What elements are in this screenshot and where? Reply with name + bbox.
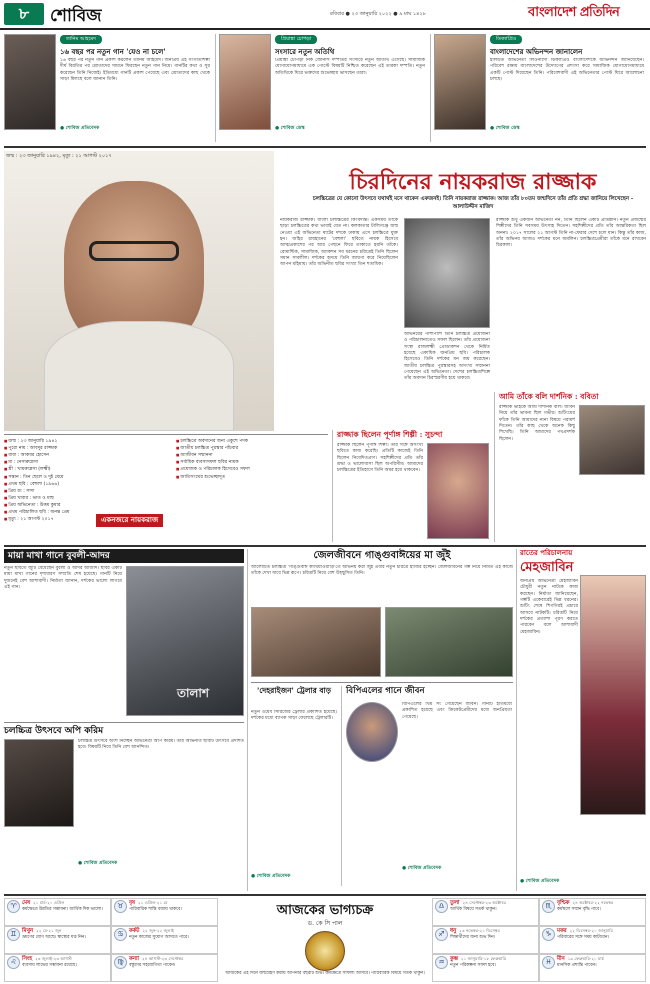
main-dek: চলচ্চিত্রের যে কোনো উৎসবে যথার্থই মনে থাকেন একজনই। তিনি নায়করাজ রাজ্জাক। আজ তাঁর ৮০তম জন্মদিনে তাঁর প্রতি শ্রদ্ধা জানিয়ে লিখেছেন - আলাউদ্দীন মাজিদ [312,196,634,210]
story-credit: ● শোবিজ প্রতিবেদক [251,874,291,879]
main-column-1: নায়করাজ রাজ্জাক। বাংলা চলচ্চিত্রের কিংবদন্তি। একসময় তাঁকে ছাড়া চলচ্চিত্রের কথা ভাবাই যেত না। কলকাতার টালিগঞ্জে জন্ম নেওয়া এই অভিনেতা ষাটের দশকে ঢাকায় এসে চলচ্চিত্রে যুক্ত হন। জহির রায়হানের 'বেহুলা' ছবিতে নায়ক হিসেবে আত্মপ্রকাশের পর আর পেছনে ফিরে তাকাতে হয়নি তাঁকে। রোমান্টিক, সামাজিক, অ্যাকশন সব ধরনের চরিত্রেই তিনি ছিলেন সমান সাবলীল। দর্শকের হৃদয়ে তিনি জায়গা করে নিয়েছিলেন আপন মহিমায়। তাঁর অভিনীত ছবির সংখ্যা তিন শতাধিক। [280,218,398,268]
zodiac-sign-icon: ♈ [7,900,20,913]
story-credit: ● শোবিজ প্রতিবেদক [60,126,100,131]
fact-item: ■ প্রিয় অভিনেতা : উত্তম কুমার [4,502,124,509]
fact-item: ■ বাবা : আকবর হোসেন [4,452,124,459]
story-body: নতুন ছবিতে জুটি বেঁধেছেন বুবলী ও আদর আজাদ। ছবির একটি মায়া মাখা গানের দৃশ্যধারণ সম্প্রতি শেষ হয়েছে। গানটি নিয়ে দুজনেই বেশ আশাবাদী। নির্মাতা জানান, দর্শকের ভালো লাগবে এই গান। [4,566,122,590]
story-title: জেলজীবনে গাঙ্গুবাঈয়ের মা জুঁই [313,550,451,561]
zodiac-wheel-icon [305,931,345,971]
zodiac-sign-name: মেষ [22,900,31,906]
zodiac-sign-name: কর্কট [129,928,140,934]
tribute-body: রাজ্জাক ভাইকে আমি দার্শনিক বলি। জীবন নিয়ে তাঁর ভাবনা ছিল গভীর। শুটিংয়ের ফাঁকে তিনি আমাদের নানা বিষয়ে পরামর্শ দিতেন। তাঁর কাছ থেকে অনেক কিছু শিখেছি। তিনি আমাদের পথপ্রদর্শক ছিলেন। [499,405,575,442]
jui-photo-2 [385,607,513,677]
fact-item: ■ সর্বাধিক ব্যবসাসফল ছবির নায়ক [176,459,326,466]
priyanka-photo [219,34,271,130]
divider [516,549,517,891]
tribute-title: রাজ্জাক ছিলেন পূর্ণাঙ্গ শিল্পী : সুচন্দা [337,430,443,439]
zodiac-sign-name: বৃশ্চিক [557,900,570,906]
zodiac-sign [539,926,646,954]
story-credit: ● শোবিজ ডেস্ক [275,126,305,131]
babita-photo [579,405,645,475]
story-title: 'দেহরাইজন' ট্রেলার বাড় [256,686,332,695]
zodiac-sign-range: ২৪ অক্টোবর-২২ নভেম্বর [572,900,614,905]
story-bubly-ador[interactable] [4,549,244,719]
zodiac-sign-text: পরিবারের সঙ্গে সময় কাটাবেন। [557,935,609,941]
zodiac-sign-text: পারিবারিক শান্তি বজায় থাকবে। [129,907,182,913]
story-body: ১৬ বছর পর নতুন গান প্রকাশ করলেন তানিম আহমেদ। জনপ্রিয় এই সংগীতশিল্পী দীর্ঘ বিরতির পর শ্রোতাদের সামনে ফিরছেন নতুন গান নিয়ে। গানটির কথা ও সুর করেছেন তিনি নিজেই। ইতিমধ্যে গানটি প্রকাশ পেয়েছে এবং শ্রোতাদের কাছ থেকে সাড়া মিলছে বলে জানান তিনি। [60,58,210,82]
zodiac-sign-icon: ♏ [542,900,555,913]
story-body: চলচ্চিত্র উৎসবে অংশ নিচ্ছেন অভিনেত্রী অপি করিম। তাঁর অভিনীত ছবিটি উৎসবে প্রদর্শিত হবে। বিষয়টি নিয়ে তিনি বেশ আনন্দিত। [78,739,244,751]
zodiac-sign-range: ২৩ নভেম্বর-২১ ডিসেম্বর [459,928,500,933]
zodiac-sign [432,898,539,926]
story-tag: ডিক্যাপ্রিও [490,35,522,44]
razzak-photo [4,151,274,431]
opi-photo [4,739,74,827]
zodiac-sign-range: ২৪ আগস্ট-২৩ সেপ্টেম্বর [141,956,184,961]
tribute-title: আমি তাঁকে বলি দার্শনিক : ববিতা [499,392,599,401]
poster-title: তালাশ [177,686,210,700]
main-headline: চিরদিনের নায়করাজ রাজ্জাক [349,169,597,195]
story-title: বাংলাদেশের অভিনন্দন জানালেন [490,47,583,56]
fact-item: ■ সন্তান : তিন ছেলে ও দুই মেয়ে [4,474,124,481]
zodiac-sign-range: ২৪ সেপ্টেম্বর-২৩ অক্টোবর [462,900,506,905]
zodiac-sign-name: কুম্ভ [450,956,458,962]
newspaper-logo[interactable]: বাংলাদেশ প্রতিদিন [528,5,620,20]
story-tag: তানিম আহমেদ [60,35,102,44]
story-kicker: রাতের পরিচালনায় [520,549,573,557]
zodiac-sign-name: মকর [557,928,567,934]
fact-item: ■ প্রযোজক ও পরিচালক হিসেবেও সফল [176,466,326,473]
zodiac-sign-icon: ♓ [542,956,555,969]
zodiac-sign-range: ২২ মে-২১ জুন [36,928,62,933]
story-credit: ● শোবিজ প্রতিবেদক [78,861,118,866]
story-body: নতুন ওয়েব সিরিজের ট্রেলার প্রকাশিত হয়েছে। দর্শকের মধ্যে ব্যাপক সাড়া ফেলেছে ট্রেলারটি। [251,710,337,722]
story-credit: ● শোবিজ ডেস্ক [490,126,520,131]
fact-item: ■ পুরো নাম : আবদুর রাজ্জাক [4,445,124,452]
zodiac-sign-text: কর্মস্থলে সম্মান বৃদ্ধি পাবে। [557,907,601,913]
story-title: মেহজাবিন [520,560,574,575]
zodiac-sign-range: ২২ ডিসেম্বর-২০ জানুয়ারি [569,928,613,933]
issue-date: রবিবার ● ২৩ জানুয়ারি ২০২২ ● ৯ মাঘ ১৪২৮ [330,11,426,17]
photo-caption: জন্ম : ২৩ জানুয়ারি ১৯৪২, মৃত্যু : ২১ আগস্ট ২০১৭ [6,153,112,159]
story-jibon[interactable] [341,686,513,886]
main-column-3: রাজ্জাক শুধু একজন অভিনেতা নন, তিনি ছিলেন একটি প্রতিষ্ঠান। নতুন প্রজন্মের শিল্পীদের তিনি সবসময় উৎসাহ দিতেন। সহশিল্পীদের প্রতি তাঁর আন্তরিকতা ছিল অনন্য। ২০১৭ সালের ২১ আগস্ট তিনি না-ফেরার দেশে চলে যান। কিন্তু তাঁর কাজ, তাঁর অভিনয় আজও দর্শকের মনে অমলিন। চলচ্চিত্রপ্রেমীরা তাঁকে মনে রাখবেন চিরকাল। [496,218,646,249]
fact-item: ■ মা : নেসারুন্নেসা [4,459,124,466]
tribute-body: রাজ্জাক ছিলেন পূর্ণাঙ্গ শিল্পী। তাঁর সঙ্গে অসংখ্য ছবিতে কাজ করেছি। প্রতিটি কাজেই তিনি ছিলেন নিবেদিতপ্রাণ। সহশিল্পীদের প্রতি তাঁর শ্রদ্ধা ও ভালোবাসা ছিল অপরিসীম। আমাদের চলচ্চিত্রের ইতিহাসে তিনি অমর হয়ে থাকবেন। [337,443,423,474]
zodiac-sign [4,954,111,982]
zodiac-sign-icon: ♋ [114,928,127,941]
horoscope-header [218,898,432,982]
zodiac-sign-icon: ♐ [435,928,448,941]
story-jui[interactable] [251,549,513,679]
zodiac-sign-name: মীন [557,956,565,962]
mehazabien-photo [580,575,646,815]
zodiac-sign-text: ব্যবসায় লাভের সম্ভাবনা রয়েছে। [22,963,77,969]
zodiac-sign-name: মিথুন [22,928,34,934]
divider [4,545,646,547]
jui-photo-1 [251,607,381,677]
zodiac-sign-icon: ♒ [435,956,448,969]
zodiac-sign-name: বৃষ [129,900,135,906]
zodiac-sign-name: তুলা [450,900,460,906]
zodiac-sign-text: ভ্রমণের যোগ আছে। স্বাস্থ্যের যত্ন নিন। [22,935,86,941]
divider [4,722,244,723]
zodiac-sign-range: ২২ জুন-২২ জুলাই [142,928,174,933]
zodiac-sign [4,926,111,954]
section-title: শোবিজ [50,6,102,26]
zodiac-sign [432,926,539,954]
fact-item: ■ প্রিয় রং : সাদা [4,488,124,495]
zodiac-sign-name: ধনু [450,928,457,934]
story-title: চলচ্চিত্র উৎসবে অপি করিম [4,726,104,736]
tribute-suchanda[interactable] [332,430,490,542]
zodiac-sign-text: নতুন কাজের সুযোগ আসতে পারে। [129,935,189,941]
story-mehazabien[interactable] [520,549,646,891]
story-body: আলোচিত চলচ্চিত্র 'গাঙ্গুবাঈ কাথিয়াওয়াড়ি'তে অভিনয় করা জুঁই এবার নতুন চরিত্রে হাজির হচ্ছেন। জেলজীবনের গল্প নিয়ে নির্মিত এই কাজে তাঁকে দেখা যাবে ভিন্ন রূপে। চরিত্রটি নিয়ে বেশ উচ্ছ্বসিত তিনি। [251,565,513,577]
divider [251,682,513,683]
story-title: সংসারে নতুন অতিথি [275,47,335,56]
zodiac-sign-text: কর্মক্ষেত্রে উন্নতির সম্ভাবনা। আর্থিক দিক ভালো। [22,907,103,913]
fact-item: ■ জাতিসংঘের শুভেচ্ছাদূত [176,474,326,481]
fact-item: ■ চলচ্চিত্রে অবদানের জন্য একুশে পদক [176,438,326,445]
jibon-photo [346,702,398,762]
zodiac-sign-icon: ♍ [114,956,127,969]
zodiac-sign-name: সিংহ [22,956,33,962]
story-tag: প্রিয়াঙ্কা চোপড়া [275,35,317,44]
young-razzak-photo [404,218,490,328]
facts-heading: একনজরে নায়করাজ [96,514,163,527]
zodiac-sign-text: শিক্ষার্থীদের জন্য শুভ দিন। [450,935,496,941]
fact-item: ■ প্রথম ছবি : বেহুলা (১৯৬৬) [4,481,124,488]
fact-item: ■ প্রথম পরিচালিত ছবি : অনন্ত প্রেম [4,509,124,516]
horoscope-intro: আজকের এই দিনে জন্মগ্রহণ করায় আপনার বছরটি শুভ। কর্মক্ষেত্রে সাফল্য আসবে। পারিবারিক বিষয়ে সতর্ক থাকুন। [225,970,425,976]
horoscope-author: ড. কে সি পাল [307,919,343,927]
story-body: প্রিয়াঙ্কা চোপড়া নিক জোনাস দম্পতির সংসারে নতুন অতিথি এসেছে। সামাজিক যোগাযোগমাধ্যমে এক পোস্টে বিষয়টি নিশ্চিত করেছেন এই তারকা দম্পতি। নতুন অতিথিকে ঘিরে ভক্তদের শুভেচ্ছায় ভাসছেন তারা। [275,58,425,76]
zodiac-sign [111,926,218,954]
zodiac-sign-icon: ♊ [7,928,20,941]
zodiac-sign [111,954,218,982]
zodiac-sign-icon: ♑ [542,928,555,941]
zodiac-sign [539,954,646,982]
story-trailer[interactable] [251,686,337,886]
fact-item: ■ জাতীয় চলচ্চিত্র পুরস্কার পাঁচবার [176,445,326,452]
zodiac-sign [432,954,539,982]
film-poster [126,566,244,716]
tribute-babita[interactable] [494,392,646,542]
awards-list [176,438,326,538]
zodiac-sign [111,898,218,926]
zodiac-sign-icon: ♌ [7,956,20,969]
top-story-1[interactable] [4,34,212,144]
fact-item: ■ প্রিয় খাবার : ভাত ও মাছ [4,495,124,502]
story-title: বিপিএলের গানে জীবন [346,686,425,696]
dicaprio-photo [434,34,486,130]
zodiac-sign-text: মানসিক প্রশান্তি পাবেন। [557,963,597,969]
zodiac-sign-range: ২১ জানুয়ারি-১৮ ফেব্রুয়ারি [460,956,507,961]
story-body: হলিউড অভিনেতা লিওনার্দো ডিক্যাপ্রিও বাংলাদেশকে অভিনন্দন জানিয়েছেন। পরিবেশ রক্ষায় বাংলাদেশের উদ্যোগের প্রশংসা করে সামাজিক যোগাযোগমাধ্যমে একটি পোস্ট দিয়েছেন তিনি। পরিবেশবাদী এই অভিনেতার পোস্ট ঘিরে আলোচনা চলছে। [490,58,644,82]
divider [4,434,328,435]
fact-item: ■ জন্ম : ২৩ জানুয়ারি ১৯৪২ [4,438,124,445]
divider [247,549,248,891]
horoscope-title: আজকের ভাগ্যচক্র [276,903,374,918]
divider [430,34,431,142]
horoscope-section [4,898,646,982]
fact-item: ■ মৃত্যু : ২১ আগস্ট ২০১৭ [4,516,124,523]
zodiac-sign-range: ২১ এপ্রিল-২১ মে [137,900,168,905]
zodiac-sign-icon: ♎ [435,900,448,913]
page-number: ৮ [4,3,44,25]
story-body: বিপিএলের থিম সং গেয়েছেন জীবন। গানটি ইতিমধ্যে প্রকাশিত হয়েছে এবং ক্রিকেটপ্রেমীদের মধ্যে জনপ্রিয়তা পেয়েছে। [402,702,512,720]
zodiac-sign-text: বন্ধুদের সহযোগিতা পাবেন। [129,963,176,969]
zodiac-sign-range: ১৯ ফেব্রুয়ারি-২০ মার্চ [567,956,604,961]
story-title: মায়া মাখা গানে বুবলী-আদর [8,551,110,561]
top-story-2[interactable] [219,34,427,144]
fact-item: ■ স্ত্রী : খায়রুন্নেসা (লক্ষ্মী) [4,466,124,473]
tanim-photo [4,34,56,130]
divider [215,34,216,142]
top-story-3[interactable] [434,34,646,144]
suchanda-photo [427,443,489,539]
story-opi-karim[interactable] [4,725,244,891]
story-body: জনপ্রিয় অভিনেত্রী মেহজাবিন চৌধুরী নতুন নাটকে কাজ করছেন। নির্মাতা জানিয়েছেন, গল্পটি একেবারেই ভিন্ন ধরনের। শুটিং শেষে শিগগিরই প্রচারে আসবে নাটকটি। চরিত্রটি নিয়ে দর্শকের প্রত্যাশা পূরণ করতে পারবেন বলে আশাবাদী মেহজাবিন। [520,579,578,635]
story-title: ১৬ বছর পর নতুন গান 'যেও না চলে' [60,47,166,56]
divider [4,146,646,148]
zodiac-sign-range: ২১ মার্চ-২০ এপ্রিল [33,900,65,905]
zodiac-sign-text: আর্থিক বিষয়ে সতর্ক থাকুন। [450,907,497,913]
zodiac-sign [539,898,646,926]
zodiac-sign-name: কন্যা [129,956,139,962]
divider [4,894,646,896]
main-column-2: অভিনয়ের পাশাপাশি তিনি চলচ্চিত্র প্রযোজনা ও পরিচালনাতেও সফল ছিলেন। তাঁর প্রযোজনা সংস্থা রাজলক্ষ্মী প্রোডাকশন থেকে নির্মিত হয়েছে একাধিক জনপ্রিয় ছবি। পরিচালক হিসেবেও তিনি দর্শকের মন জয় করেছেন। জাতীয় চলচ্চিত্র পুরস্কারসহ অসংখ্য সম্মাননা পেয়েছেন এই অভিনেতা। দেশের চলচ্চিত্রশিল্পে তাঁর অবদান চিরস্মরণীয় হয়ে থাকবে। [404,332,490,382]
zodiac-sign [4,898,111,926]
story-credit: ● শোবিজ প্রতিবেদক [402,866,442,871]
fact-item: ■ আজীবন সম্মাননা [176,452,326,459]
zodiac-sign-icon: ♉ [114,900,127,913]
story-credit: ● শোবিজ প্রতিবেদক [520,879,560,884]
zodiac-sign-text: নতুন পরিকল্পনা সফল হবে। [450,963,496,969]
zodiac-sign-range: ২৩ জুলাই-২৩ আগস্ট [35,956,72,961]
